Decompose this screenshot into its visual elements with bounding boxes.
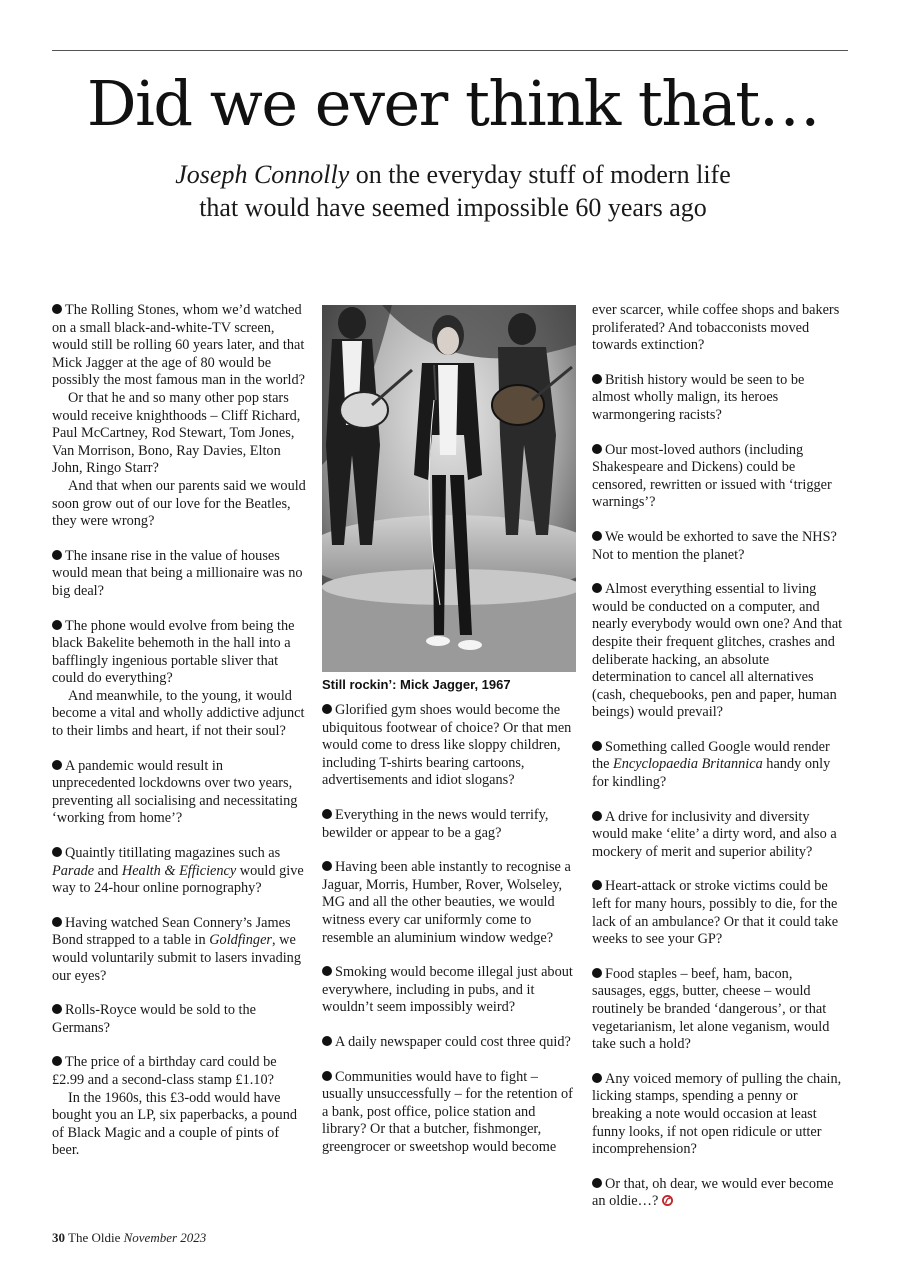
bullet-icon	[52, 760, 62, 770]
bullet-icon	[322, 861, 332, 871]
item-text: would give way to 24-hour online pornography?	[52, 862, 304, 897]
item-text: In the 1960s, this £3-odd would have bought you an LP, six paperbacks, a pound of Black Magic and a couple of pints of beer.	[52, 1089, 297, 1159]
item-text: ever scarcer, while coffee shops and bakers proliferated? And tobacconists moved towards extinction?	[592, 302, 840, 354]
bullet-icon	[322, 1071, 332, 1081]
bullet-icon	[592, 583, 602, 593]
list-item	[592, 878, 846, 948]
item-text: The Rolling Stones, whom we’d watched on a small black-and-white-TV screen, would still be rolling 60 years later, and that Mick Jagger at the age of 80 would be possibly the most famous man in the world?	[52, 302, 305, 389]
bullet-icon	[322, 809, 332, 819]
bullet-icon	[322, 1036, 332, 1046]
standfirst-line1: on the everyday stuff of modern life	[349, 160, 731, 189]
top-rule	[52, 50, 848, 51]
bullet-icon	[592, 374, 602, 384]
item-text: Quaintly titillating magazines such as	[65, 845, 281, 862]
bullet-icon	[592, 444, 602, 454]
bullet-icon	[52, 1056, 62, 1066]
list-item	[322, 964, 576, 1017]
item-text: Glorified gym shoes would become the ubiquitous footwear of choice? Or that men would come to dress like sloppy children, including T-shirts bearing cartoons, advertisements and idiot slogans?	[322, 702, 572, 789]
bullet-icon	[592, 811, 602, 821]
headline: Did we ever think that…	[86, 67, 820, 140]
item-text: Having been able instantly to recognise a Jaguar, Morris, Humber, Rover, Wolseley, MG and all the other beauties, we would witness every car uniformly come to resemble an aluminium window wedge?	[322, 859, 571, 946]
item-text: Having watched Sean Connery’s James Bond strapped to a table in	[52, 914, 291, 949]
list-item	[322, 702, 576, 790]
column-3	[592, 302, 846, 1228]
item-text: The phone would evolve from being the black Bakelite behemoth in the hall into a bafflingly ingenious portable sliver that could do everything?	[52, 617, 295, 687]
item-text: Or that, oh dear, we would ever become an oldie…?	[592, 1175, 834, 1210]
item-text: Communities would have to fight – usually unsuccessfully – for the retention of a bank, post office, police station and library? Or that a butcher, fishmonger, greengrocer or sweetshop would become	[322, 1068, 573, 1155]
item-text: A daily newspaper could cost three quid?	[335, 1033, 571, 1050]
bullet-icon	[52, 1004, 62, 1014]
list-item	[322, 859, 576, 947]
list-item	[52, 758, 306, 828]
list-item	[52, 302, 306, 531]
item-text: A drive for inclusivity and diversity would make ‘elite’ a dirty word, and also a mockery of merit and superior ability?	[592, 808, 837, 860]
bullet-icon	[322, 704, 332, 714]
issue-date: November 2023	[123, 1230, 207, 1245]
book-title: Encyclopaedia Britannica	[613, 756, 763, 773]
list-item	[52, 1002, 306, 1037]
list-item	[592, 372, 846, 425]
bullet-icon	[592, 1178, 602, 1188]
list-item	[592, 1071, 846, 1159]
list-item	[592, 739, 846, 792]
list-item	[592, 966, 846, 1054]
bullet-icon	[52, 917, 62, 927]
item-text: handy only for kindling?	[592, 756, 831, 791]
item-text: Everything in the news would terrify, bewilder or appear to be a gag?	[322, 806, 549, 841]
item-text: And that when our parents said we would soon grow out of our love for the Beatles, they were wrong?	[52, 477, 306, 530]
list-item	[592, 529, 846, 564]
item-text: Something called Google would render the	[592, 738, 830, 773]
list-item	[52, 915, 306, 985]
list-item	[592, 1176, 846, 1211]
bullet-icon	[592, 968, 602, 978]
list-item	[322, 1034, 576, 1052]
standfirst	[90, 158, 816, 224]
list-item	[592, 809, 846, 862]
item-text: Almost everything essential to living would be conducted on a computer, and nearly everybody would own one? And that despite their frequent glitches, crashes and deliberate hacking, an absolute determination to cancel all alternatives (cash, chequebooks, pen and paper, human beings) would prevail?	[592, 581, 843, 721]
bullet-icon	[322, 966, 332, 976]
column-2	[322, 702, 576, 1173]
magazine-title: Health & Efficiency	[121, 862, 237, 879]
list-item	[592, 442, 846, 512]
item-text: A pandemic would result in unprecedented lockdowns over two years, preventing all socialising and necessitating ‘working from home’?	[52, 757, 298, 827]
film-title: Goldfinger	[209, 932, 272, 949]
item-text: and	[94, 862, 122, 879]
item-text: Our most-loved authors (including Shakespeare and Dickens) could be censored, rewritten or issued with ‘trigger warnings’?	[592, 441, 832, 511]
bullet-icon	[592, 741, 602, 751]
item-text: Or that he and so many other pop stars would receive knighthoods – Cliff Richard, Paul McCartney, Rod Stewart, Tom Jones, Van Morrison, Bono, Ray Davies, Elton John, Ringo Starr?	[52, 389, 301, 477]
magazine-name: The Oldie	[65, 1230, 124, 1245]
oldie-end-mark-icon	[662, 1195, 673, 1206]
author-name: Joseph Connolly	[175, 160, 350, 189]
list-item	[322, 807, 576, 842]
list-item	[52, 548, 306, 601]
item-text: British history would be seen to be almost wholly malign, its heroes warmongering racists?	[592, 371, 805, 423]
bullet-icon	[52, 847, 62, 857]
item-text: Food staples – beef, ham, bacon, sausages, eggs, butter, cheese – would routinely be branded ‘dangerous’, or that vegetarianism, let alone veganism, would take such a hold?	[592, 965, 830, 1053]
photo-mick-jagger	[322, 305, 576, 672]
bullet-icon	[52, 304, 62, 314]
bullet-icon	[52, 620, 62, 630]
item-text: We would be exhorted to save the NHS? Not to mention the planet?	[592, 528, 837, 563]
item-text: Smoking would become illegal just about everywhere, including in pubs, and it wouldn’t seem impossibly weird?	[322, 964, 573, 1016]
list-item	[52, 845, 306, 898]
list-item	[592, 581, 846, 722]
standfirst-line2: that would have seemed impossible 60 years ago	[199, 193, 707, 222]
item-text: And meanwhile, to the young, it would become a vital and wholly addictive adjunct to their limbs and heart, if not their soul?	[52, 687, 305, 740]
list-item	[52, 1054, 306, 1160]
magazine-title: Parade	[52, 862, 95, 879]
item-text: The price of a birthday card could be £2.99 and a second-class stamp £1.10?	[52, 1054, 277, 1088]
item-text: Any voiced memory of pulling the chain, licking stamps, spending a penny or breaking a note would occasion at least funny looks, if not open ridicule or utter incomprehension?	[592, 1070, 842, 1158]
bullet-icon	[592, 1073, 602, 1083]
bullet-icon	[52, 550, 62, 560]
page-footer	[52, 1230, 206, 1246]
page-number: 30	[52, 1230, 65, 1245]
item-text: , we would voluntarily submit to lasers invading our eyes?	[52, 932, 301, 984]
bullet-icon	[592, 531, 602, 541]
column-1	[52, 302, 306, 1177]
list-item	[592, 302, 846, 355]
item-text: Heart-attack or stroke victims could be left for many hours, possibly to die, for the lack of an ambulance? Or that it could take weeks to see your GP?	[592, 878, 839, 948]
list-item	[52, 618, 306, 741]
photo-caption: Still rockin’: Mick Jagger, 1967	[322, 677, 511, 692]
bullet-icon	[592, 880, 602, 890]
item-text: The insane rise in the value of houses would mean that being a millionaire was no big deal?	[52, 547, 303, 599]
item-text: Rolls-Royce would be sold to the Germans?	[52, 1002, 257, 1036]
list-item	[322, 1069, 576, 1157]
